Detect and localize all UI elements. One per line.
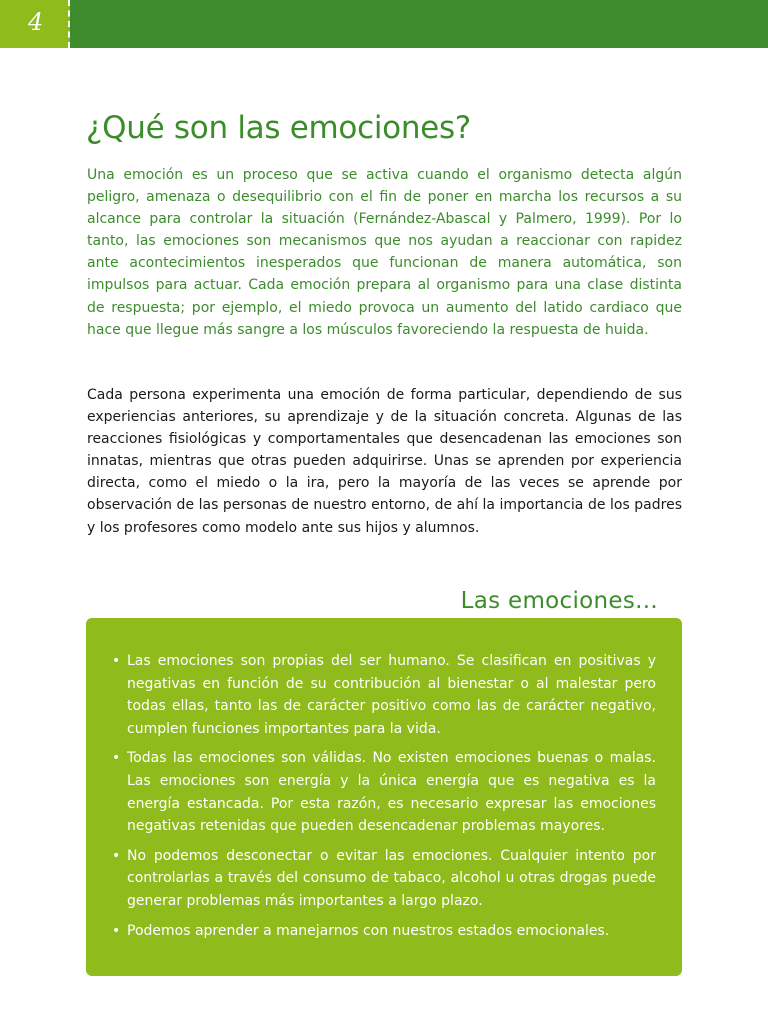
callout-item-text: Todas las emociones son válidas. No existen emociones buenas o malas. Las emociones son energía y la única energía que es negativa es la energía estancada. Por esta razón, es necesario expresar las emociones negativas retenidas que pueden desencadenar problemas mayores. [127,750,656,835]
intro-paragraph: Una emoción es un proceso que se activa cuando el organismo detecta algún peligro, amenaza o desequilibrio con el fin de poner en marcha los recursos a su alcance para controlar la situación (Fernández-Abascal y Palmero, 1999). Por lo tanto, las emociones son mecanismos que nos ayudan a reaccionar con rapidez ante acontecimientos inesperados que funcionan de manera automática, son impulsos para actuar. Cada emoción prepara al organismo para una clase distinta de respuesta; por ejemplo, el miedo provoca un aumento del latido cardiaco que hace que llegue más sangre a los músculos favoreciendo la respuesta de huida. [87,167,682,338]
callout-list-item [112,920,656,943]
bullet-icon: • [112,922,121,939]
callout-box [86,618,682,976]
page-number: 4 [28,8,44,36]
callout-item-text: Las emociones son propias del ser humano. Se clasifican en positivas y negativas en función de su contribución al bienestar o al malestar pero todas ellas, tanto las de carácter positivo como las de carácter negativo, cumplen funciones importantes para la vida. [127,653,656,737]
callout-item-text: No podemos desconectar o evitar las emociones. Cualquier intento por controlarlas a través del consumo de tabaco, alcohol u otras drogas puede generar problemas más importantes a largo plazo. [127,847,656,909]
second-paragraph: Cada persona experimenta una emoción de forma particular, dependiendo de sus experiencias anteriores, su aprendizaje y de la situación concreta. Algunas de las reacciones fisiológicas y comportamentales que desencadenan las emociones son innatas, mientras que otras pueden adquirirse. Unas se aprenden por experiencia directa, como el miedo o la ira, pero la mayoría de las veces se aprende por observación de las personas de nuestro entorno, de ahí la importancia de los padres y los profesores como modelo ante sus hijos y alumnos. [87,387,682,536]
bullet-icon: • [112,750,121,767]
bullet-icon: • [112,847,121,864]
page-title: ¿Qué son las emociones? [86,110,471,146]
page-number-tab [0,0,70,48]
header-bar [0,0,768,48]
callout-list-item [112,747,656,837]
callout-item-text: Podemos aprender a manejarnos con nuestros estados emocionales. [127,922,610,939]
bullet-icon: • [112,653,121,669]
callout-list-item [112,650,656,740]
callout-list [86,618,682,942]
callout-list-item [112,845,656,913]
callout-heading: Las emociones... [460,588,658,614]
